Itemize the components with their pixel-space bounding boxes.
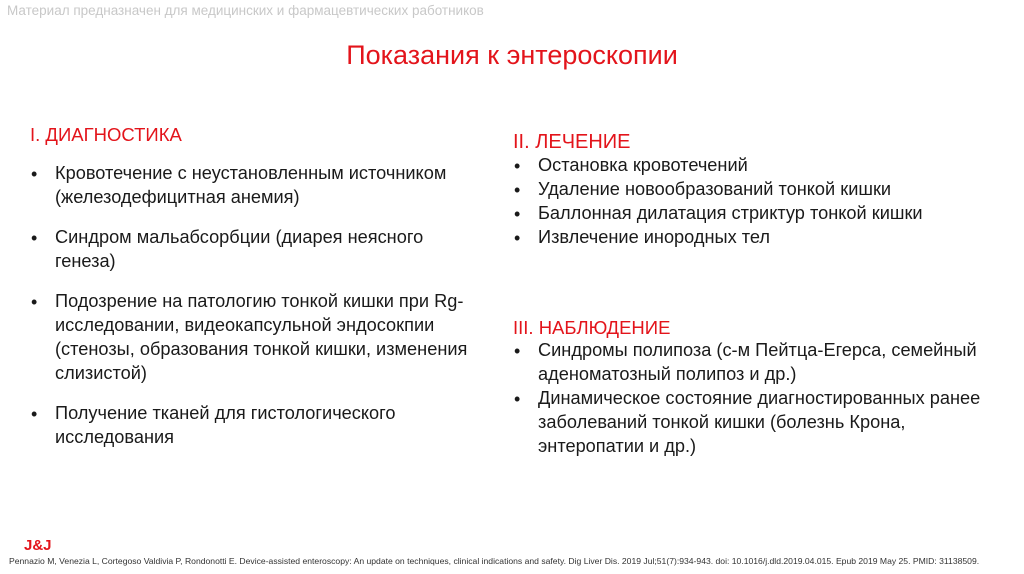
diagnostics-heading: I. ДИАГНОСТИКА	[30, 124, 182, 145]
reference-citation: Pennazio M, Venezia L, Cortegoso Valdivia P, Rondonotti E. Device-assisted enteroscopy: An update on techniques, clinical indications and safety. Dig Liver Dis. 2019 Jul;51(7):934-943. doi: 10.1016/j.dld.2019.04.015. Epub 2019 May 25. PMID: 31138509.	[9, 556, 980, 566]
treatment-item-line: Извлечение инородных тел	[538, 227, 771, 247]
treatment-item-line: Удаление новообразований тонкой кишки	[538, 179, 892, 199]
bullet-icon: •	[514, 180, 521, 200]
jj-logo: J&J	[24, 537, 52, 554]
observation-item-line: заболеваний тонкой кишки (болезнь Крона,	[538, 412, 906, 432]
observation-item-line: аденоматозный полипоз и др.)	[538, 364, 797, 384]
bullet-icon: •	[514, 389, 521, 409]
bullet-icon: •	[514, 204, 521, 224]
treatment-heading: II. ЛЕЧЕНИЕ	[513, 131, 631, 153]
diagnostics-item-line: (стенозы, образования тонкой кишки, изменения	[55, 339, 468, 359]
bullet-icon: •	[514, 156, 521, 176]
observation-item-line: Синдромы полипоза (с-м Пейтца-Егерса, семейный	[538, 340, 977, 360]
diagnostics-item-line: исследования	[55, 427, 175, 447]
diagnostics-item-line: Кровотечение с неустановленным источником	[55, 163, 447, 183]
bullet-icon: •	[31, 228, 38, 248]
diagnostics-item-line: слизистой)	[55, 363, 147, 383]
bullet-icon: •	[514, 228, 521, 248]
bullet-icon: •	[514, 341, 521, 361]
treatment-item-line: Баллонная дилатация стриктур тонкой кишки	[538, 203, 923, 223]
slide-title: Показания к энтероскопии	[346, 40, 678, 70]
diagnostics-item-line: Синдром мальабсорбции (диарея неясного	[55, 227, 424, 247]
observation-item-line: энтеропатии и др.)	[538, 436, 697, 456]
diagnostics-item-line: исследовании, видеокапсульной эндосокпии	[55, 315, 435, 335]
bullet-icon: •	[31, 292, 38, 312]
observation-heading: III. НАБЛЮДЕНИЕ	[513, 317, 671, 338]
diagnostics-item-line: (железодефицитная анемия)	[55, 187, 300, 207]
diagnostics-item-line: Получение тканей для гистологического	[55, 403, 396, 423]
diagnostics-item-line: генеза)	[55, 251, 116, 271]
disclaimer-text: Материал предназначен для медицинских и фармацевтических работников	[7, 3, 484, 18]
treatment-item-line: Остановка кровотечений	[538, 155, 748, 175]
diagnostics-item-line: Подозрение на патологию тонкой кишки при Rg-	[55, 291, 464, 311]
observation-item-line: Динамическое состояние диагностированных ранее	[538, 388, 981, 408]
bullet-icon: •	[31, 404, 38, 424]
bullet-icon: •	[31, 164, 38, 184]
